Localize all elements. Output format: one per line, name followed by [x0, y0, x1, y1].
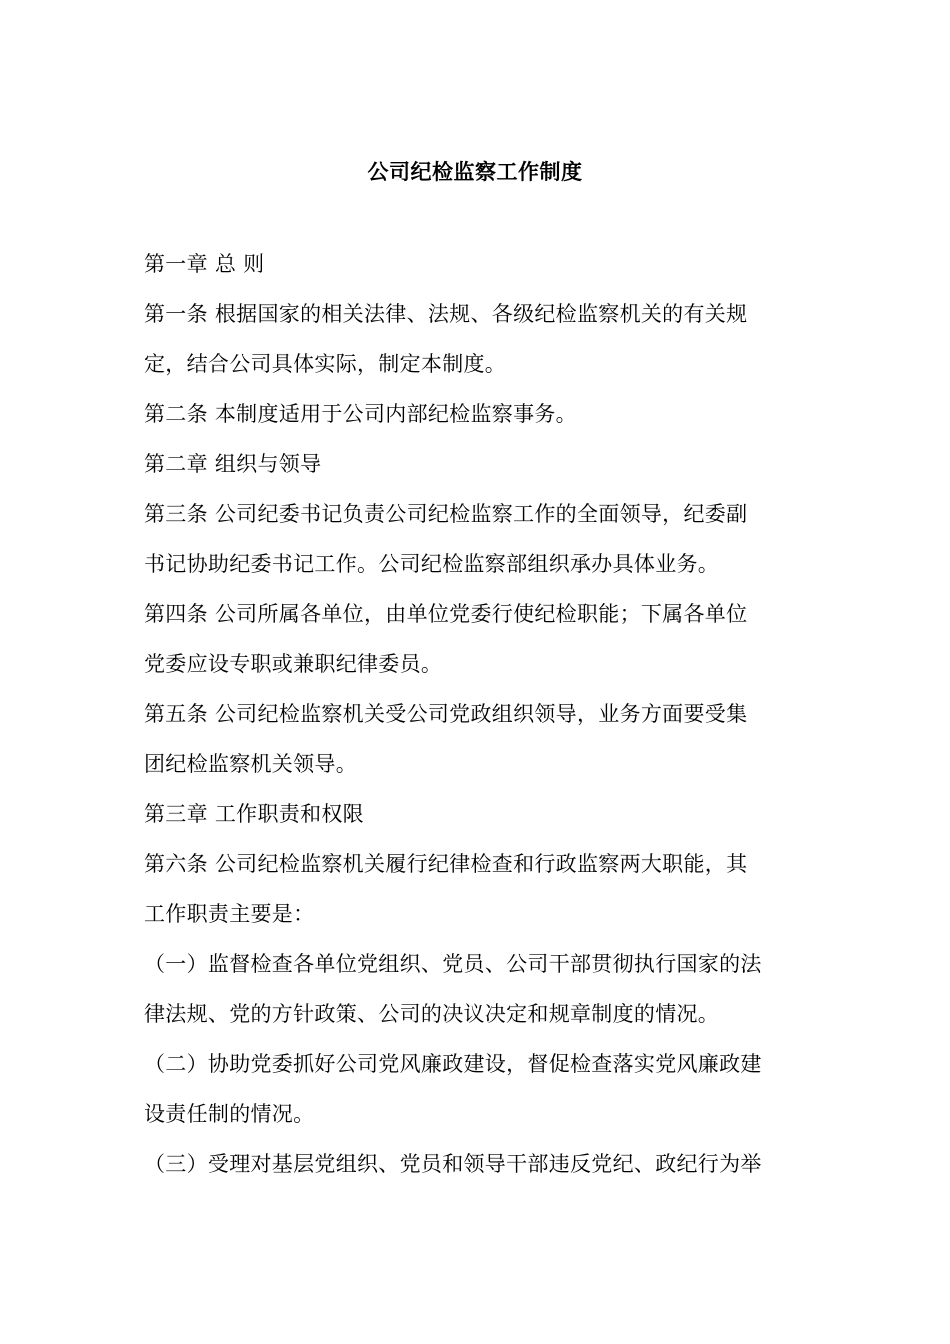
paragraph-line: 定，结合公司具体实际，制定本制度。	[144, 352, 507, 376]
chapter-heading: 第一章 总 则	[144, 252, 265, 276]
chapter-heading: 第二章 组织与领导	[144, 452, 322, 476]
list-item-line: （一）监督检查各单位党组织、党员、公司干部贯彻执行国家的法	[144, 952, 762, 976]
paragraph-line: 第三条 公司纪委书记负责公司纪检监察工作的全面领导，纪委副	[144, 502, 748, 526]
paragraph-line: 第五条 公司纪检监察机关受公司党政组织领导，业务方面要受集	[144, 702, 748, 726]
paragraph-line: 团纪检监察机关领导。	[144, 752, 357, 776]
list-item-line: （三）受理对基层党组织、党员和领导干部违反党纪、政纪行为举	[144, 1152, 762, 1176]
paragraph-line: 党委应设专职或兼职纪律委员。	[144, 652, 443, 676]
list-item-line: （二）协助党委抓好公司党风廉政建设，督促检查落实党风廉政建	[144, 1052, 762, 1076]
paragraph-line: 第二条 本制度适用于公司内部纪检监察事务。	[144, 402, 577, 426]
paragraph-line: 工作职责主要是：	[144, 902, 315, 926]
paragraph-line: 书记协助纪委书记工作。公司纪检监察部组织承办具体业务。	[144, 552, 720, 576]
paragraph-line: 第一条 根据国家的相关法律、法规、各级纪检监察机关的有关规	[144, 302, 748, 326]
paragraph-line: 第四条 公司所属各单位，由单位党委行使纪检职能；下属各单位	[144, 602, 748, 626]
list-item-line: 律法规、党的方针政策、公司的决议决定和规章制度的情况。	[144, 1002, 720, 1026]
chapter-heading: 第三章 工作职责和权限	[144, 802, 364, 826]
document-title: 公司纪检监察工作制度	[367, 160, 583, 184]
paragraph-line: 第六条 公司纪检监察机关履行纪律检查和行政监察两大职能，其	[144, 852, 748, 876]
list-item-line: 设责任制的情况。	[144, 1102, 315, 1126]
